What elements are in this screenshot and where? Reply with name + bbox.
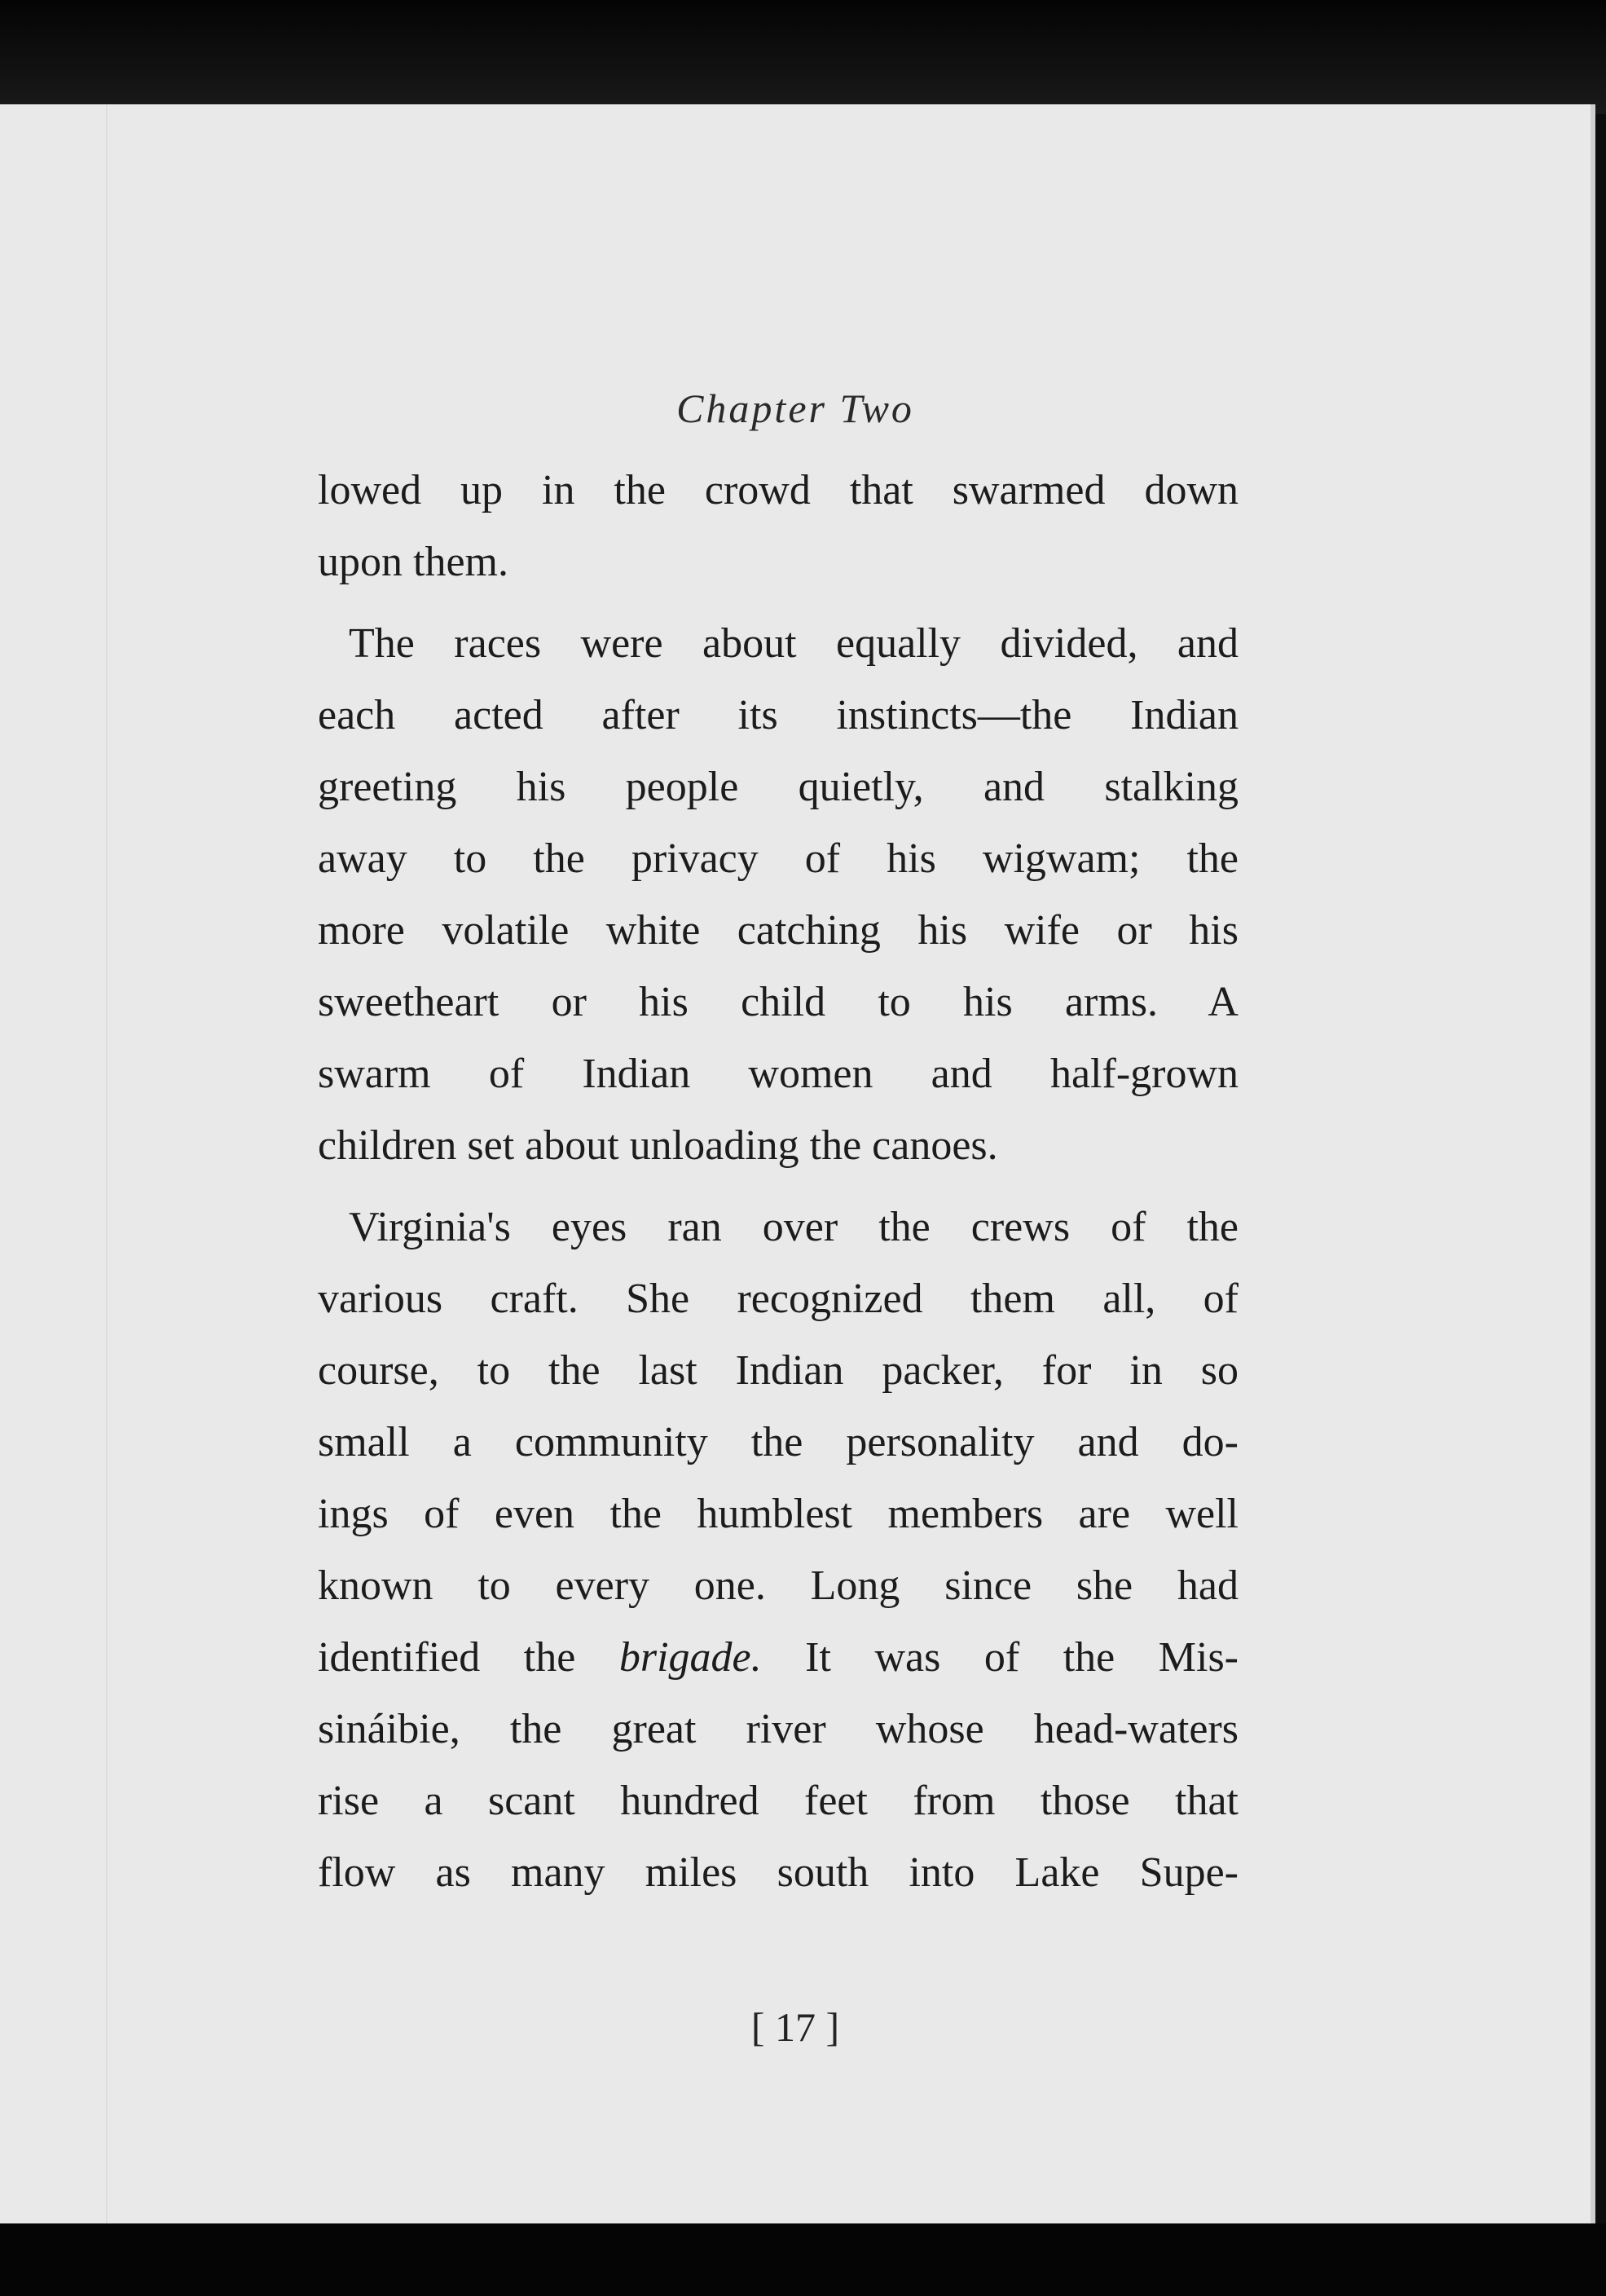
running-head: Chapter Two xyxy=(676,386,914,431)
text-line: each acted after its instincts—the Indian xyxy=(318,692,1239,738)
text-line: The races were about equally divided, and xyxy=(349,620,1239,667)
page-number: [ 17 ] xyxy=(750,2004,840,2050)
body-text xyxy=(318,455,1239,1909)
italic-word-brigade: brigade. xyxy=(618,1634,762,1681)
text-line: children set about unloading the canoes. xyxy=(318,1122,998,1169)
book-page xyxy=(0,104,1595,2223)
scan-border-bottom xyxy=(0,2223,1606,2296)
text-line: sináibie, the great river whose head-waters xyxy=(318,1706,1239,1752)
scan-border-top xyxy=(0,0,1606,114)
text-line: away to the privacy of his wigwam; the xyxy=(318,835,1239,882)
text-line: sweetheart or his child to his arms. A xyxy=(318,979,1239,1025)
text-line: small a community the personality and do- xyxy=(318,1419,1239,1465)
paragraph-1 xyxy=(318,455,1239,598)
text-line: various craft. She recognized them all, of xyxy=(318,1276,1239,1322)
text-line: Virginia's eyes ran over the crews of the xyxy=(349,1204,1239,1250)
text-line: greeting his people quietly, and stalking xyxy=(318,764,1239,810)
text-line: ings of even the humblest members are well xyxy=(318,1491,1239,1537)
text-line: known to every one. Long since she had xyxy=(318,1562,1239,1609)
paragraph-3 xyxy=(318,1192,1239,1909)
text-line: upon them. xyxy=(318,539,508,585)
text-line: course, to the last Indian packer, for in so xyxy=(318,1347,1239,1394)
paragraph-2 xyxy=(318,608,1239,1182)
text-line: swarm of Indian women and half-grown xyxy=(318,1051,1239,1097)
text-line: more volatile white catching his wife or his xyxy=(318,907,1239,954)
text-line: lowed up in the crowd that swarmed down xyxy=(318,467,1239,513)
text-line-with-italic: identified the brigade. It was of the Mis- xyxy=(318,1634,1239,1681)
text-line: flow as many miles south into Lake Supe- xyxy=(318,1849,1239,1896)
text-line: rise a scant hundred feet from those that xyxy=(318,1778,1239,1824)
